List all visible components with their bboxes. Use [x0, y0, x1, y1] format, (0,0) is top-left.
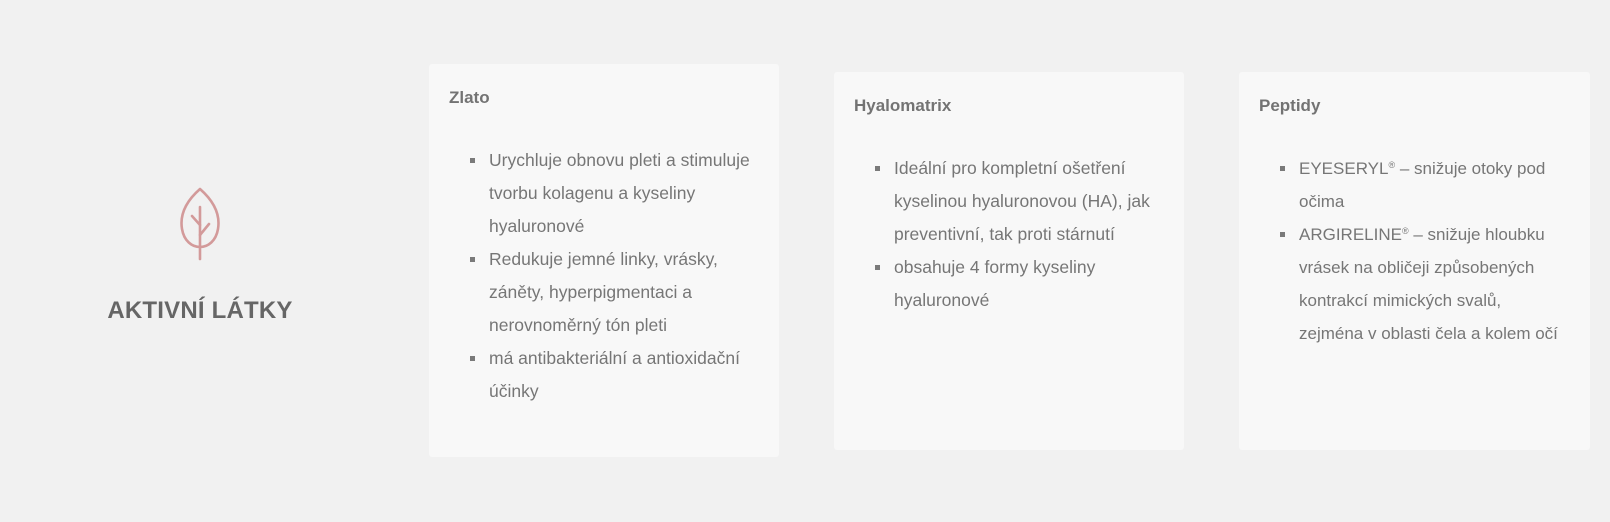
card-zlato — [429, 64, 779, 457]
card-hyalomatrix — [834, 72, 1184, 450]
ingredient-description: – snižuje otoky pod očima — [1299, 159, 1546, 211]
ingredient-name: EYESERYL — [1299, 159, 1389, 178]
list-item: Ideální pro kompletní ošetření kyselinou hyaluronovou (HA), jak preventivní, tak proti stárnutí — [894, 152, 1164, 251]
intro-block — [90, 185, 310, 325]
section-title: AKTIVNÍ LÁTKY — [107, 297, 293, 324]
leaf-icon — [178, 185, 222, 261]
ingredient-name: ARGIRELINE — [1299, 225, 1402, 244]
card-title: Peptidy — [1259, 96, 1321, 115]
list-item — [1299, 218, 1570, 350]
card-list — [854, 152, 1164, 317]
registered-mark: ® — [1401, 226, 1409, 236]
list-item: Urychluje obnovu pleti a stimuluje tvorbu kolagenu a kyseliny hyaluronové — [489, 144, 759, 243]
card-title: Hyalomatrix — [854, 96, 952, 115]
list-item — [1299, 152, 1570, 218]
card-peptidy — [1239, 72, 1590, 450]
card-title: Zlato — [449, 88, 490, 107]
card-list — [1259, 152, 1570, 350]
card-list — [449, 144, 759, 408]
registered-mark: ® — [1388, 160, 1396, 170]
list-item: obsahuje 4 formy kyseliny hyaluronové — [894, 251, 1164, 317]
ingredient-description: – snižuje hloubku vrásek na obličeji způsobených kontrakcí mimických svalů, zejména v oblasti čela a kolem očí — [1299, 225, 1558, 343]
list-item: Redukuje jemné linky, vrásky, záněty, hyperpigmentaci a nerovnoměrný tón pleti — [489, 243, 759, 342]
list-item: má antibakteriální a antioxidační účinky — [489, 342, 759, 408]
